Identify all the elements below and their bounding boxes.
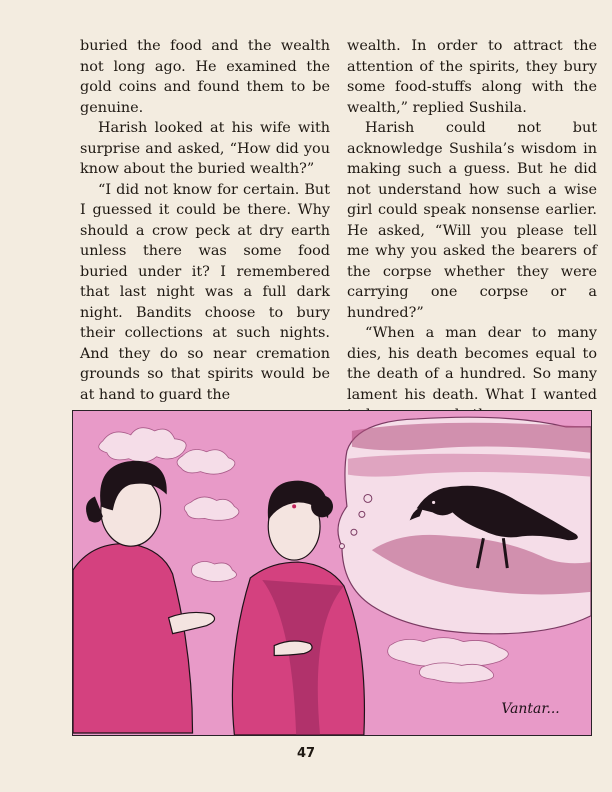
paragraph: Harish looked at his wife with surprise and asked, “How did you know about the buried wealth?” [80, 120, 330, 177]
paragraph: buried the food and the wealth not long ago. He examined the gold coins and found them to be genuine. [80, 38, 330, 116]
artist-signature: Vantar... [501, 701, 560, 718]
page-number: 47 [296, 746, 316, 761]
story-illustration [72, 410, 592, 736]
paragraph: “When a man dear to many dies, his death becomes equal to the death of a hundred. So many lament his death. What I wanted [347, 325, 597, 403]
paragraph: “I did not know for certain. But I guessed it could be there. Why should a crow peck at dry earth unless there was some food buried under it? I remembered that last night was a full dark night. Bandits choose to bury their collections at such nights. And they do so near cremation grounds so that spirits would be at hand to guard the [80, 181, 330, 403]
paragraph: wealth. In order to attract the attention of the spirits, they bury some food-stuffs along with the wealth,” replied Sushila. [347, 38, 597, 116]
text-column-right [347, 36, 597, 426]
paragraph: Harish could not but acknowledge Sushila’s wisdom in making such a guess. But he did not understand how such a wise girl could speak nonsense earlier. He asked, “Will you please tell me why you asked the bearers of the corpse whether they were carrying one corpse or a hundred?” [347, 120, 597, 321]
text-column-left [80, 36, 330, 405]
illustration-drawing [73, 411, 591, 735]
